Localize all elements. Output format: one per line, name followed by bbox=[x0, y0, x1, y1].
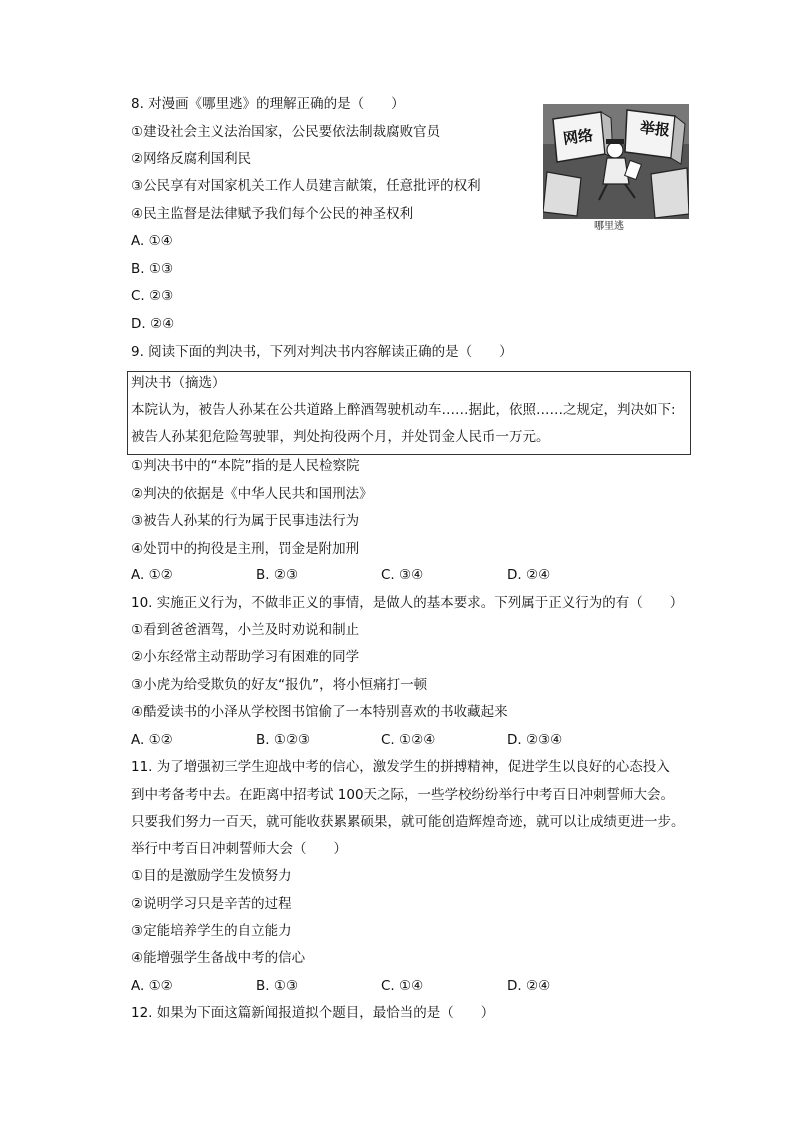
q8-item-3: ③公民享有对国家机关工作人员建言献策，任意批评的权利 bbox=[131, 178, 481, 194]
q11-item-1: ①目的是激励学生发愤努力 bbox=[131, 868, 292, 884]
q11-stem-line-4: 举行中考百日冲刺誓师大会（ ） bbox=[131, 841, 347, 857]
q11-option-b: B. ①③ bbox=[256, 978, 299, 994]
q10-options bbox=[131, 731, 651, 749]
q8-stem: 8. 对漫画《哪里逃》的理解正确的是（ ） bbox=[131, 96, 405, 112]
judgment-title: 判决书（摘选） bbox=[131, 375, 226, 391]
q9-option-a: A. ①② bbox=[131, 567, 173, 583]
q8-option-a: A. ①④ bbox=[131, 233, 173, 249]
q8-item-2: ②网络反腐利国利民 bbox=[131, 151, 252, 167]
q10-option-c: C. ①②④ bbox=[381, 732, 436, 748]
q8-option-c: C. ②③ bbox=[131, 288, 174, 304]
q11-item-4: ④能增强学生备战中考的信心 bbox=[131, 950, 306, 966]
q11-stem-line-1: 11. 为了增强初三学生迎战中考的信心，激发学生的拼搏精神，促进学生以良好的心态投入 bbox=[131, 759, 670, 775]
q12-stem: 12. 如果为下面这篇新闻报道拟个题目，最恰当的是（ ） bbox=[131, 1005, 495, 1021]
q10-stem: 10. 实施正义行为，不做非正义的事情，是做人的基本要求。下列属于正义行为的有（ ） bbox=[131, 595, 684, 611]
q9-item-1: ①判决书中的“本院”指的是人民检察院 bbox=[131, 458, 360, 474]
q9-item-4: ④处罚中的拘役是主刑，罚金是附加刑 bbox=[131, 541, 360, 557]
q11-option-a: A. ①② bbox=[131, 978, 173, 994]
q11-item-2: ②说明学习只是辛苦的过程 bbox=[131, 896, 292, 912]
q8-item-1: ①建设社会主义法治国家，公民要依法制裁腐败官员 bbox=[131, 124, 441, 140]
q11-options bbox=[131, 977, 651, 995]
judgment-excerpt-box bbox=[127, 371, 691, 455]
q8-option-b: B. ①③ bbox=[131, 261, 174, 277]
q8-option-d: D. ②④ bbox=[131, 316, 175, 332]
q11-option-c: C. ①④ bbox=[381, 978, 424, 994]
q10-option-b: B. ①②③ bbox=[256, 732, 311, 748]
q9-stem: 9. 阅读下面的判决书，下列对判决书内容解读正确的是（ ） bbox=[131, 344, 513, 360]
q11-stem-line-2: 到中考备考中去。在距离中招考试 100天之际，一些学校纷纷举行中考百日冲刺誓师大会。 bbox=[131, 787, 675, 803]
judgment-line-1: 本院认为，被告人孙某在公共道路上醉酒驾驶机动车……据此，依照……之规定，判决如下: bbox=[131, 402, 676, 418]
q11-item-3: ③定能培养学生的自立能力 bbox=[131, 923, 292, 939]
q9-item-2: ②判决的依据是《中华人民共和国刑法》 bbox=[131, 486, 373, 502]
q9-options bbox=[131, 566, 651, 584]
cartoon-caption: 哪里逃 bbox=[594, 221, 624, 232]
q9-option-d: D. ②④ bbox=[507, 567, 551, 583]
q10-item-4: ④酷爱读书的小泽从学校图书馆偷了一本特别喜欢的书收藏起来 bbox=[131, 704, 508, 720]
q11-stem-line-3: 只要我们努力一百天，就可能收获累累硕果，就可能创造辉煌奇迹，就可以让成绩更进一步。 bbox=[131, 814, 685, 830]
q10-item-3: ③小虎为给受欺负的好友“报仇”，将小恒痛打一顿 bbox=[131, 677, 428, 693]
cartoon-sign-right: 举报 bbox=[639, 118, 671, 140]
q11-option-d: D. ②④ bbox=[507, 978, 551, 994]
q10-item-1: ①看到爸爸酒驾，小兰及时劝说和制止 bbox=[131, 622, 360, 638]
q8-item-4: ④民主监督是法律赋予我们每个公民的神圣权利 bbox=[131, 206, 414, 222]
q9-option-b: B. ②③ bbox=[256, 567, 299, 583]
q10-option-a: A. ①② bbox=[131, 732, 173, 748]
cartoon-sign-left: 网络 bbox=[561, 125, 595, 148]
q9-option-c: C. ③④ bbox=[381, 567, 424, 583]
q10-option-d: D. ②③④ bbox=[507, 732, 563, 748]
judgment-line-2: 被告人孙某犯危险驾驶罪，判处拘役两个月，并处罚金人民币一万元。 bbox=[131, 429, 550, 445]
q10-item-2: ②小东经常主动帮助学习有困难的同学 bbox=[131, 649, 360, 665]
q9-item-3: ③被告人孙某的行为属于民事违法行为 bbox=[131, 513, 360, 529]
